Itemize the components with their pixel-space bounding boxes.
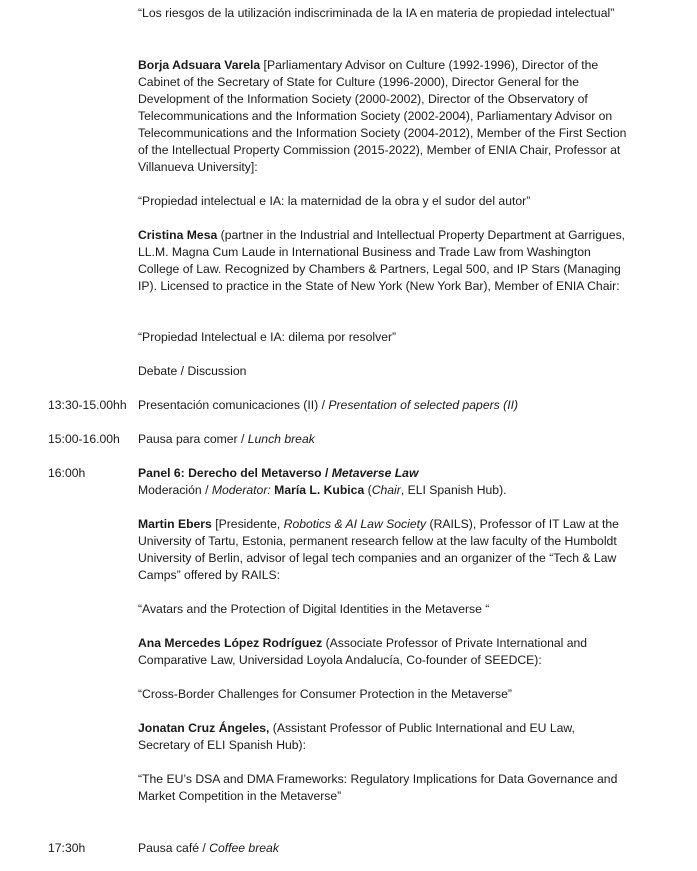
moderator-role: Chair <box>371 483 401 497</box>
speaker-bio-text: (Associate Professor of Private International and Comparative Law, Universidad Loyola Andalucía, Co-founder of SEEDCE): <box>138 636 588 667</box>
speaker-bio-cruz <box>138 720 628 754</box>
speaker-bio-text: (Assistant Professor of Public International and EU Law, Secretary of ELI Spanish Hub): <box>138 721 575 752</box>
slot-label-coffee <box>138 840 628 857</box>
slot-label-en: Lunch break <box>247 432 315 446</box>
slot-label-en: Presentation of selected papers (II) <box>328 398 519 412</box>
speaker-name: Jonatan Cruz Ángeles, <box>138 721 270 735</box>
slot-label-es: Pausa para comer / <box>138 432 248 446</box>
moderation-label: Moderación / <box>138 483 212 497</box>
speaker-bio-mesa <box>138 227 628 295</box>
talk-title-cruz: “The EU’s DSA and DMA Frameworks: Regulatory Implications for Data Governance and Market Competition in the Metaverse” <box>138 772 618 803</box>
speaker-bio-ebers: Martin Ebers [Presidente, Robotics & AI Law Society (RAILS), Professor of IT Law at the University of Tartu, Estonia, permanent research fellow at the law faculty of the Humboldt University of Berlin, advisor of legal tech companies and an organizer of the “Tech & Law Camps” offered by RAILS: <box>138 517 619 582</box>
slot-label-papers <box>138 397 628 414</box>
slot-label-es: Pausa café / <box>138 841 210 855</box>
slot-label-es: Presentación comunicaciones (II) / <box>138 398 329 412</box>
talk-title-ia-risks: “Los riesgos de la utilización indiscriminada de la IA en materia de propiedad intelectual” <box>138 6 615 20</box>
talk-title-mesa: “Propiedad Intelectual e IA: dilema por resolver” <box>138 330 397 344</box>
time-slot-1730: 17:30h <box>48 841 86 855</box>
slot-label-en: Coffee break <box>209 841 279 855</box>
speaker-bio-lopez <box>138 635 628 669</box>
speaker-bio-adsuara <box>138 57 628 176</box>
panel-title: Panel 6: Derecho del Metaverso / Metaverse Law <box>138 466 419 480</box>
slot-label-lunch <box>138 431 628 448</box>
time-slot-1600: 16:00h <box>48 466 86 480</box>
speaker-name: Borja Adsuara Varela <box>138 58 261 72</box>
speaker-bio-text: (partner in the Industrial and Intellectual Property Department at Garrigues, LL.M. Magna Cum Laude in International Business and Trade Law from Washington College of Law. Recognized by Chambers & Partners, Legal 500, and IP Stars (Managing IP). Licensed to practice in the State of New York (New York Bar), Member of ENIA Chair: <box>138 228 626 293</box>
time-slot-1330: 13:30-15.00hh <box>48 398 127 412</box>
time-slot-1500: 15:00-16.00h <box>48 432 120 446</box>
talk-title-ebers: “Avatars and the Protection of Digital Identities in the Metaverse “ <box>138 602 490 616</box>
talk-title-lopez: “Cross-Border Challenges for Consumer Protection in the Metaverse” <box>138 687 512 701</box>
society-name: Robotics & AI Law Society <box>283 517 427 531</box>
moderator-label-en: Moderator: <box>211 483 271 497</box>
speaker-name: Martin Ebers <box>138 517 212 531</box>
talk-title-adsuara: “Propiedad intelectual e IA: la maternidad de la obra y el sudor del autor” <box>138 194 531 208</box>
speaker-name: Ana Mercedes López Rodríguez <box>138 636 323 650</box>
speaker-bio-text: [Parliamentary Advisor on Culture (1992-1996), Director of the Cabinet of the Secretary of State for Culture (1996-2000), Director General for the Development of the Information Society (2000-2002), Director of the Observatory of Telecommunications and the Information Society (2002-2004), Parliamentary Advisor on Telecommunications and the Information Society (2004-2012), Member of the First Section of the Intellectual Property Commission (2015-2022), Member of ENIA Chair, Professor at Villanueva University]: <box>138 58 627 174</box>
speaker-name: Cristina Mesa <box>138 228 218 242</box>
debate-label: Debate / Discussion <box>138 364 247 378</box>
panel-6-header: Panel 6: Derecho del Metaverso / Metaverse Law Moderación / Moderator: María L. Kubica (Chair, ELI Spanish Hub). <box>138 466 507 497</box>
moderator-name: María L. Kubica <box>270 483 365 497</box>
